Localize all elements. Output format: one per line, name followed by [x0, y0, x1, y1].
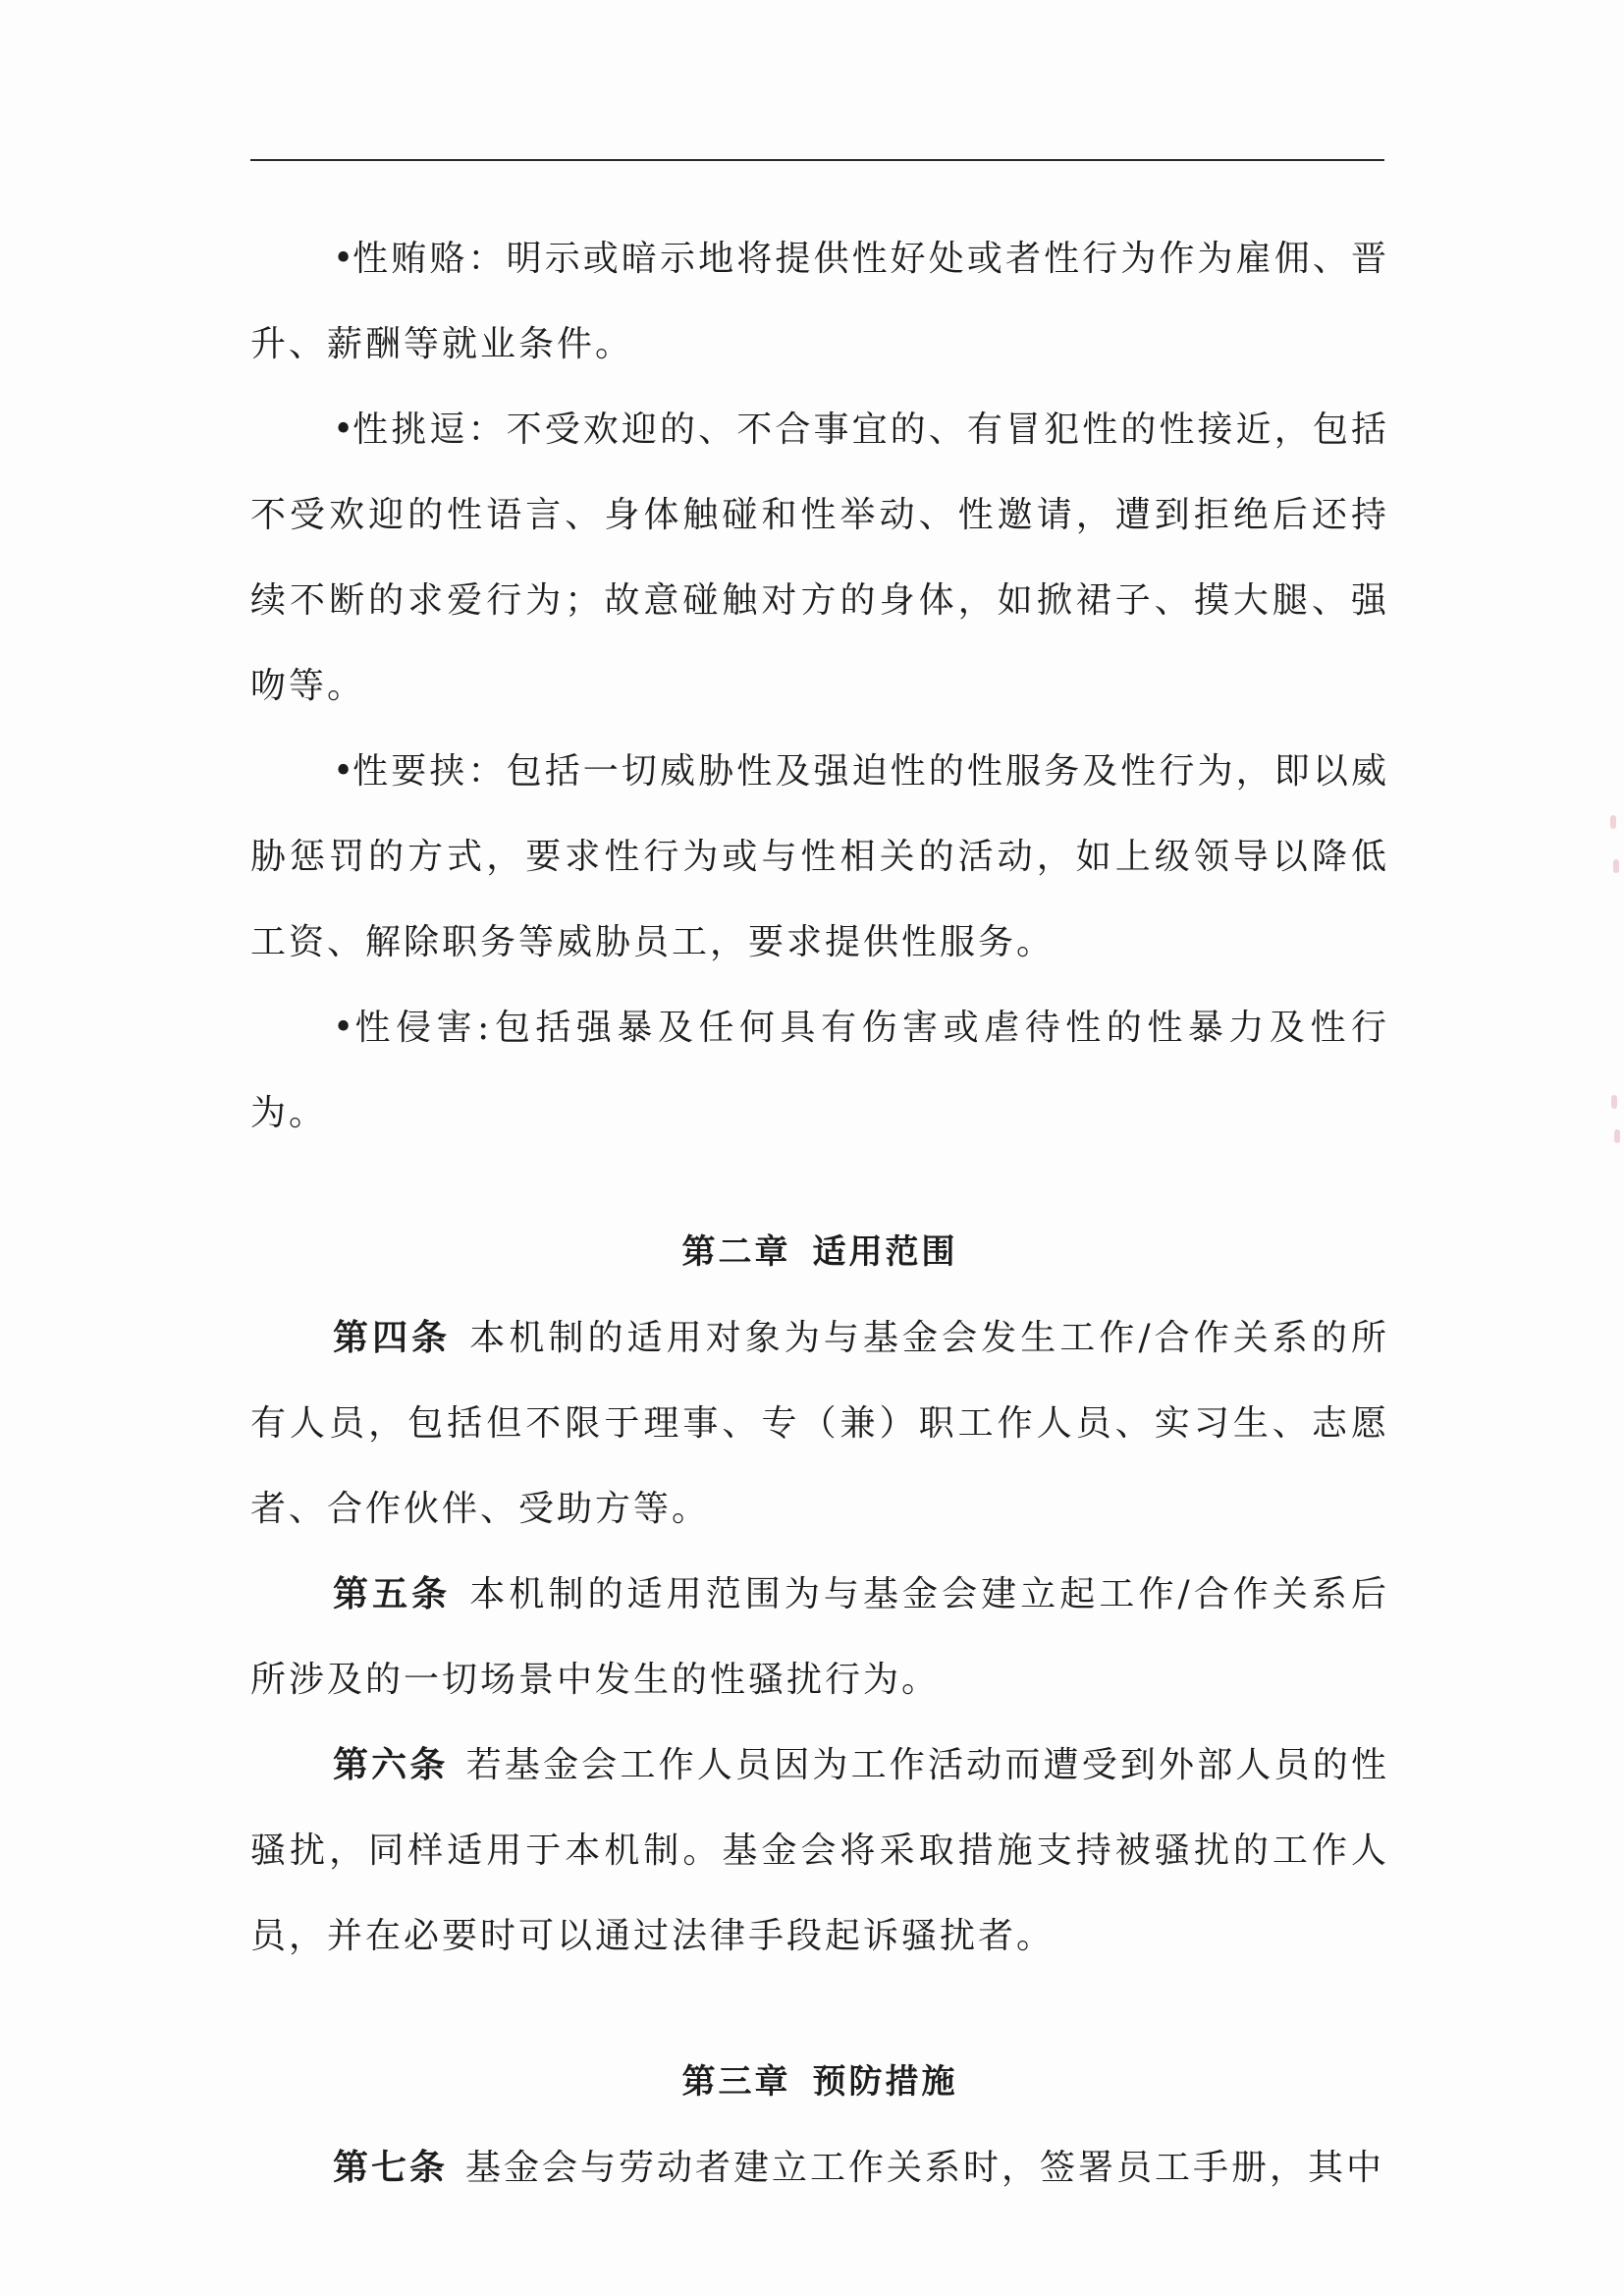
article-text: 若基金会工作人员因为工作活动而遭受到外部人员的性骚扰，同样适用于本机制。基金会将采取措施支持被骚扰的工作人员，并在必要时可以通过法律手段起诉骚扰者。 — [250, 1745, 1389, 1956]
bullet-text: 包括强暴及任何具有伤害或虐待性的性暴力及性行为。 — [250, 1008, 1389, 1133]
article-paragraph — [250, 1295, 1389, 1552]
bullet-icon: • — [333, 410, 357, 450]
bullet-term: 性侵害 — [352, 1008, 478, 1048]
bullet-separator: : — [477, 1008, 493, 1048]
article-label: 第五条 — [333, 1574, 452, 1614]
article-text: 本机制的适用范围为与基金会建立起工作/合作关系后所涉及的一切场景中发生的性骚扰行为。 — [250, 1574, 1389, 1700]
seal-edge-mark — [1611, 1095, 1617, 1109]
article-paragraph — [250, 2125, 1389, 2211]
seal-edge-mark — [1614, 1129, 1620, 1143]
header-rule — [250, 159, 1384, 161]
seal-edge-mark — [1610, 815, 1616, 829]
bullet-icon: • — [333, 1008, 357, 1048]
chapter-number: 第二章 — [681, 1232, 791, 1272]
section-spacer — [250, 1156, 1389, 1210]
bullet-item — [250, 729, 1389, 985]
chapter-heading — [250, 2040, 1389, 2125]
section-spacer — [250, 1979, 1389, 2040]
article-label: 第六条 — [333, 1745, 449, 1785]
article-text: 基金会与劳动者建立工作关系时，签署员工手册，其中 — [465, 2148, 1385, 2188]
bullet-text: 明示或暗示地将提供性好处或者性行为作为雇佣、晋升、薪酬等就业条件。 — [250, 239, 1389, 364]
bullet-text: 不受欢迎的、不合事宜的、有冒犯性的性接近，包括不受欢迎的性语言、身体触碰和性举动、性邀请，遭到拒绝后还持续不断的求爱行为；故意碰触对方的身体，如掀裙子、摸大腿、强吻等。 — [250, 410, 1389, 706]
chapter-title: 预防措施 — [812, 2062, 958, 2102]
seal-edge-mark — [1613, 859, 1619, 873]
chapter-title: 适用范围 — [812, 1232, 958, 1272]
article-label: 第七条 — [333, 2148, 449, 2188]
bullet-item — [250, 985, 1389, 1156]
chapter-heading — [250, 1210, 1389, 1295]
article-paragraph — [250, 1552, 1389, 1722]
bullet-separator: ： — [467, 239, 507, 279]
chapter-number: 第三章 — [681, 2062, 791, 2102]
article-text: 本机制的适用对象为与基金会发生工作/合作关系的所有人员，包括但不限于理事、专（兼）职工作人员、实习生、志愿者、合作伙伴、受助方等。 — [250, 1318, 1389, 1529]
article-label: 第四条 — [333, 1318, 452, 1358]
article-paragraph — [250, 1722, 1389, 1979]
bullet-item — [250, 387, 1389, 729]
bullet-term: 性要挟 — [352, 751, 468, 792]
bullet-item — [250, 216, 1389, 387]
bullet-term: 性贿赂 — [352, 239, 468, 279]
bullet-icon: • — [333, 239, 357, 279]
bullet-separator: ： — [467, 751, 507, 792]
document-body — [250, 216, 1389, 2211]
bullet-term: 性挑逗 — [352, 410, 468, 450]
bullet-icon: • — [333, 751, 357, 792]
bullet-separator: ： — [467, 410, 507, 450]
bullet-text: 包括一切威胁性及强迫性的性服务及性行为，即以威胁惩罚的方式，要求性行为或与性相关的活动，如上级领导以降低工资、解除职务等威胁员工，要求提供性服务。 — [250, 751, 1389, 962]
